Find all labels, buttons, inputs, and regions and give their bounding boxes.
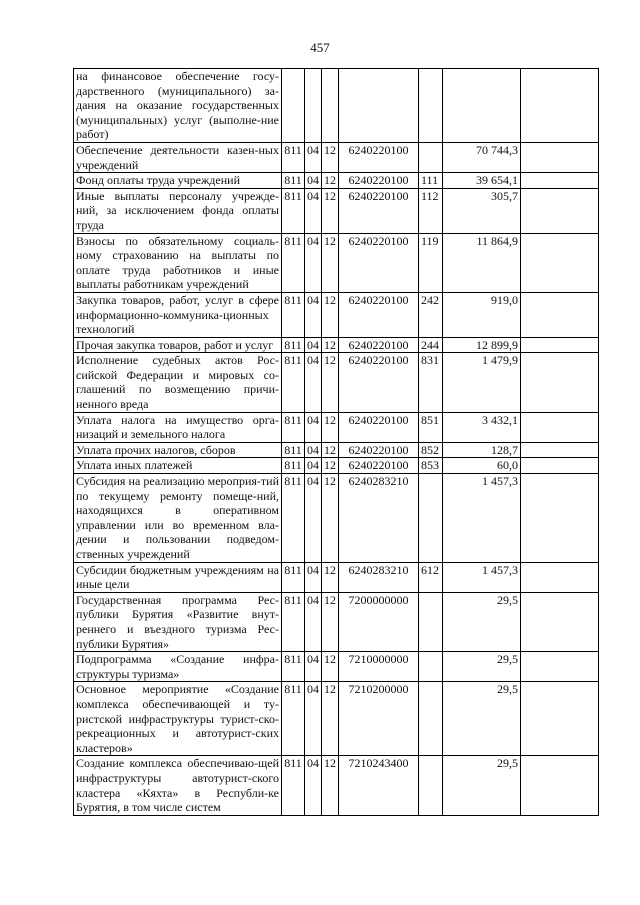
amount-cell: 29,5 [443,756,521,815]
subsection-code-cell: 12 [322,682,339,756]
expense-type-cell: 244 [419,337,443,353]
section-code-cell: 04 [305,562,322,592]
target-article-cell: 6240220100 [339,337,419,353]
row-name-cell: Субсидия на реализацию мероприя-тий по текущему ремонту помеще-ний, находящихся в оперативном управлении или во временном вла-дении и пользовании подведом-ственных учреждений [74,474,282,563]
subsection-code-cell: 12 [322,142,339,172]
section-code-cell [305,69,322,143]
table-row [74,562,599,592]
empty-extra-cell [521,682,599,756]
amount-cell: 1 479,9 [443,353,521,412]
row-name-cell: Иные выплаты персоналу учрежде-ний, за исключением фонда оплаты труда [74,188,282,233]
target-article-cell: 7210243400 [339,756,419,815]
target-article-cell: 6240220100 [339,353,419,412]
expense-type-cell [419,652,443,682]
ved-code-cell: 811 [282,173,305,189]
empty-extra-cell [521,474,599,563]
expense-type-cell [419,682,443,756]
amount-cell [443,69,521,143]
ved-code-cell: 811 [282,592,305,651]
expense-type-cell [419,69,443,143]
expense-type-cell: 112 [419,188,443,233]
subsection-code-cell: 12 [322,188,339,233]
amount-cell: 39 654,1 [443,173,521,189]
empty-extra-cell [521,412,599,442]
subsection-code-cell: 12 [322,474,339,563]
row-name-cell: Закупка товаров, работ, услуг в сфере информационно-коммуника-ционных технологий [74,292,282,337]
amount-cell: 305,7 [443,188,521,233]
empty-extra-cell [521,233,599,292]
table-row [74,442,599,458]
row-name-cell: Прочая закупка товаров, работ и услуг [74,337,282,353]
subsection-code-cell: 12 [322,337,339,353]
section-code-cell: 04 [305,353,322,412]
amount-cell: 29,5 [443,682,521,756]
ved-code-cell: 811 [282,337,305,353]
empty-extra-cell [521,69,599,143]
ved-code-cell: 811 [282,652,305,682]
row-name-cell: Исполнение судебных актов Рос-сийской Федерации и мировых со-глашений по возмещению причи-ненного вреда [74,353,282,412]
row-name-cell: на финансовое обеспечение госу-дарственного (муниципального) за-дания на оказание государственных (муниципальных) услуг (выполне-ние работ) [74,69,282,143]
target-article-cell: 6240283210 [339,562,419,592]
ved-code-cell: 811 [282,353,305,412]
table-row [74,353,599,412]
amount-cell: 29,5 [443,652,521,682]
table-row [74,682,599,756]
subsection-code-cell: 12 [322,442,339,458]
amount-cell: 29,5 [443,592,521,651]
table-row [74,474,599,563]
subsection-code-cell: 12 [322,562,339,592]
section-code-cell: 04 [305,682,322,756]
target-article-cell: 6240220100 [339,233,419,292]
target-article-cell: 6240220100 [339,292,419,337]
empty-extra-cell [521,292,599,337]
row-name-cell: Субсидии бюджетным учреждениям на иные цели [74,562,282,592]
row-name-cell: Основное мероприятие «Создание комплекса обеспечивающей и ту-ристской инфраструктуры турист-ско-рекреационных и автотурист-ских кластеров» [74,682,282,756]
target-article-cell: 7210000000 [339,652,419,682]
section-code-cell: 04 [305,474,322,563]
row-name-cell: Уплата прочих налогов, сборов [74,442,282,458]
table-row [74,188,599,233]
target-article-cell: 7200000000 [339,592,419,651]
expense-type-cell [419,474,443,563]
subsection-code-cell: 12 [322,173,339,189]
budget-table [73,68,599,816]
empty-extra-cell [521,458,599,474]
row-name-cell: Уплата налога на имущество орга-низаций и земельного налога [74,412,282,442]
section-code-cell: 04 [305,458,322,474]
row-name-cell: Обеспечение деятельности казен-ных учреждений [74,142,282,172]
amount-cell: 11 864,9 [443,233,521,292]
empty-extra-cell [521,652,599,682]
table-row [74,69,599,143]
amount-cell: 70 744,3 [443,142,521,172]
table-row [74,337,599,353]
budget-table-body [74,69,599,816]
section-code-cell: 04 [305,188,322,233]
table-row [74,142,599,172]
expense-type-cell: 612 [419,562,443,592]
table-row [74,592,599,651]
expense-type-cell: 119 [419,233,443,292]
target-article-cell: 6240220100 [339,442,419,458]
table-row [74,412,599,442]
expense-type-cell: 242 [419,292,443,337]
amount-cell: 12 899,9 [443,337,521,353]
ved-code-cell: 811 [282,474,305,563]
target-article-cell: 6240283210 [339,474,419,563]
section-code-cell: 04 [305,412,322,442]
ved-code-cell: 811 [282,442,305,458]
ved-code-cell: 811 [282,412,305,442]
subsection-code-cell: 12 [322,592,339,651]
expense-type-cell [419,592,443,651]
subsection-code-cell: 12 [322,353,339,412]
row-name-cell: Взносы по обязательному социаль-ному страхованию на выплаты по оплате труда работников и иные выплаты работникам учреждений [74,233,282,292]
target-article-cell: 6240220100 [339,458,419,474]
subsection-code-cell [322,69,339,143]
target-article-cell: 6240220100 [339,188,419,233]
row-name-cell: Фонд оплаты труда учреждений [74,173,282,189]
expense-type-cell: 111 [419,173,443,189]
target-article-cell: 6240220100 [339,173,419,189]
section-code-cell: 04 [305,173,322,189]
ved-code-cell: 811 [282,233,305,292]
expense-type-cell: 852 [419,442,443,458]
ved-code-cell: 811 [282,292,305,337]
empty-extra-cell [521,173,599,189]
ved-code-cell: 811 [282,562,305,592]
ved-code-cell: 811 [282,756,305,815]
target-article-cell [339,69,419,143]
empty-extra-cell [521,442,599,458]
empty-extra-cell [521,353,599,412]
empty-extra-cell [521,562,599,592]
empty-extra-cell [521,592,599,651]
subsection-code-cell: 12 [322,292,339,337]
expense-type-cell: 853 [419,458,443,474]
subsection-code-cell: 12 [322,412,339,442]
ved-code-cell: 811 [282,458,305,474]
amount-cell: 919,0 [443,292,521,337]
subsection-code-cell: 12 [322,756,339,815]
ved-code-cell: 811 [282,682,305,756]
table-row [74,756,599,815]
ved-code-cell [282,69,305,143]
section-code-cell: 04 [305,652,322,682]
row-name-cell: Государственная программа Рес-публики Бурятия «Развитие внут-реннего и въездного туризма Рес-публики Бурятия» [74,592,282,651]
section-code-cell: 04 [305,756,322,815]
expense-type-cell [419,142,443,172]
amount-cell: 1 457,3 [443,474,521,563]
amount-cell: 60,0 [443,458,521,474]
subsection-code-cell: 12 [322,458,339,474]
subsection-code-cell: 12 [322,233,339,292]
amount-cell: 3 432,1 [443,412,521,442]
section-code-cell: 04 [305,337,322,353]
target-article-cell: 6240220100 [339,412,419,442]
ved-code-cell: 811 [282,188,305,233]
empty-extra-cell [521,756,599,815]
row-name-cell: Создание комплекса обеспечиваю-щей инфраструктуры автотурист-ского кластера «Кяхта» в Республи-ке Бурятия, в том числе систем [74,756,282,815]
table-row [74,458,599,474]
empty-extra-cell [521,142,599,172]
section-code-cell: 04 [305,442,322,458]
section-code-cell: 04 [305,233,322,292]
table-row [74,233,599,292]
amount-cell: 1 457,3 [443,562,521,592]
expense-type-cell: 831 [419,353,443,412]
table-row [74,292,599,337]
expense-type-cell [419,756,443,815]
target-article-cell: 6240220100 [339,142,419,172]
amount-cell: 128,7 [443,442,521,458]
empty-extra-cell [521,188,599,233]
subsection-code-cell: 12 [322,652,339,682]
section-code-cell: 04 [305,592,322,651]
target-article-cell: 7210200000 [339,682,419,756]
ved-code-cell: 811 [282,142,305,172]
empty-extra-cell [521,337,599,353]
row-name-cell: Уплата иных платежей [74,458,282,474]
table-row [74,173,599,189]
row-name-cell: Подпрограмма «Создание инфра-структуры туризма» [74,652,282,682]
section-code-cell: 04 [305,292,322,337]
table-row [74,652,599,682]
expense-type-cell: 851 [419,412,443,442]
section-code-cell: 04 [305,142,322,172]
page-number: 457 [310,40,330,55]
